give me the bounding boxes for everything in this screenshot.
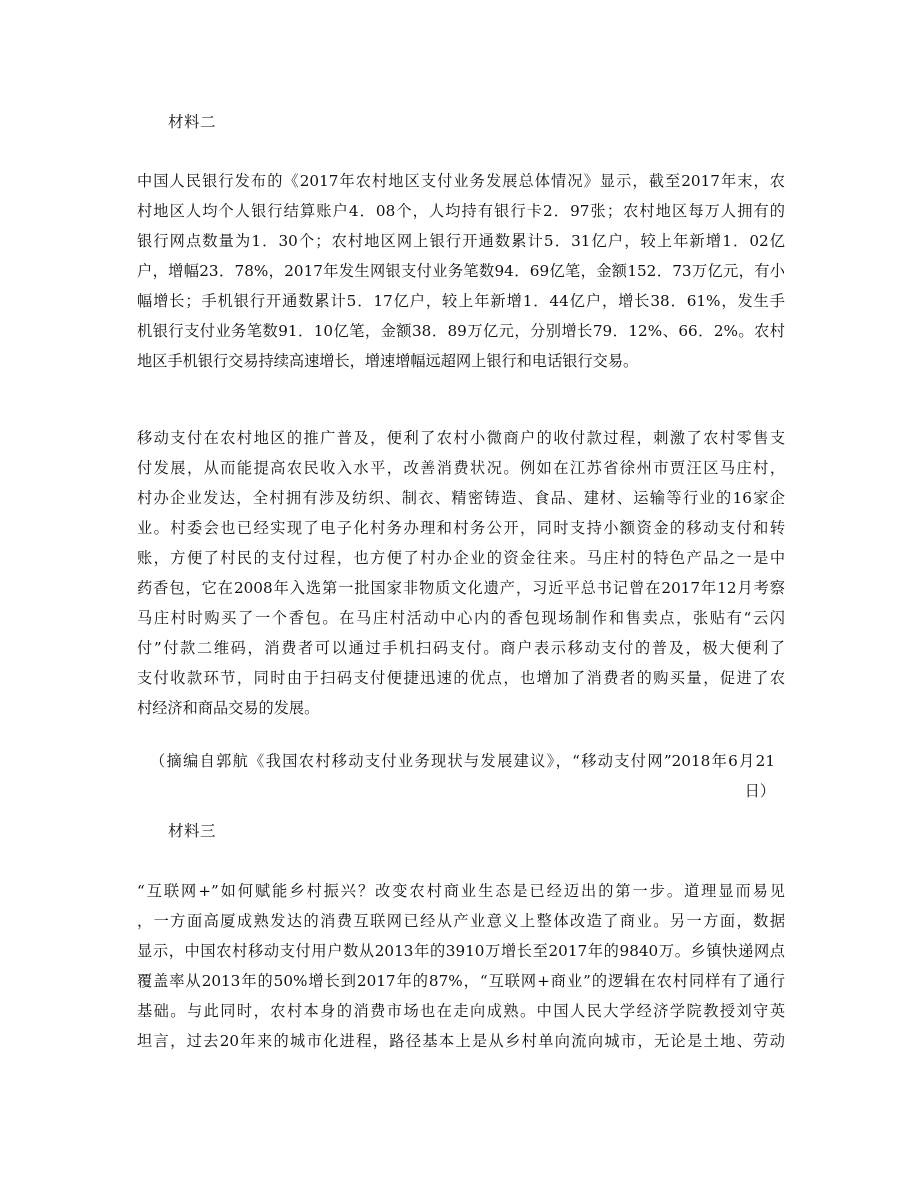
text-line: 户，增幅23．78%，2017年发生网银支付业务笔数94．69亿笔，金额152．73万亿元，有小 bbox=[137, 262, 785, 280]
text-line: 村地区人均个人银行结算账户4．08个，人均持有银行卡2．97张；农村地区每万人拥有的 bbox=[137, 202, 785, 220]
text-line: 支付收款环节，同时由于扫码支付便捷迅速的优点，也增加了消费者的购买量，促进了农 bbox=[137, 669, 785, 687]
text-line: 显示，中国农村移动支付用户数从2013年的3910万增长至2017年的9840万。乡镇快递网点 bbox=[137, 942, 785, 960]
text-line: 付发展，从而能提高农民收入水平，改善消费状况。例如在江苏省徐州市贾汪区马庄村， bbox=[137, 459, 785, 477]
text-line: 马庄村时购买了一个香包。在马庄村活动中心内的香包现场制作和售卖点，张贴有“云闪 bbox=[137, 609, 785, 627]
citation-line: （摘编自郭航《我国农村移动支付业务现状与发展建议》，“移动支付网”2018年6月21 bbox=[150, 752, 775, 770]
text-line: 银行网点数量为1．30个；农村地区网上银行开通数累计5．31亿户，较上年新增1．02亿 bbox=[137, 232, 785, 250]
text-line: 业。村委会也已经实现了电子化村务办理和村务公开，同时支持小额资金的移动支付和转 bbox=[137, 519, 785, 537]
paragraph-1 bbox=[137, 166, 785, 376]
material-2-heading: 材料二 bbox=[168, 113, 217, 131]
text-line: 幅增长；手机银行开通数累计5．17亿户，较上年新增1．44亿户，增长38．61%，发生手 bbox=[137, 292, 785, 310]
text-line: ，一方面高厦成熟发达的消费互联网已经从产业意义上整体改造了商业。另一方面，数据 bbox=[137, 912, 785, 930]
text-line: 村经济和商品交易的发展。 bbox=[137, 699, 320, 717]
text-line: 机银行支付业务笔数91．10亿笔，金额38．89万亿元，分别增长79．12%、66．2%。农村 bbox=[137, 322, 785, 340]
text-line: 基础。与此同时，农村本身的消费市场也在走向成熟。中国人民大学经济学院教授刘守英 bbox=[137, 1002, 785, 1020]
text-line: 坦言，过去20年来的城市化进程，路径基本上是从乡村单向流向城市，无论是土地、劳动 bbox=[137, 1032, 785, 1050]
text-line: 账，方便了村民的支付过程，也方便了村办企业的资金往来。马庄村的特色产品之一是中 bbox=[137, 549, 785, 567]
text-line: 付”付款二维码，消费者可以通过手机扫码支付。商户表示移动支付的普及，极大便利了 bbox=[137, 639, 785, 657]
text-line: 中国人民银行发布的《2017年农村地区支付业务发展总体情况》显示，截至2017年末，农 bbox=[137, 172, 785, 190]
text-line: 移动支付在农村地区的推广普及，便利了农村小微商户的收付款过程，刺激了农村零售支 bbox=[137, 429, 785, 447]
text-line: “互联网+”如何赋能乡村振兴？改变农村商业生态是已经迈出的第一步。道理显而易见 bbox=[137, 882, 785, 900]
text-line: 地区手机银行交易持续高速增长，增速增幅远超网上银行和电话银行交易。 bbox=[137, 352, 639, 370]
paragraph-3 bbox=[137, 876, 785, 1056]
citation-line: 日） bbox=[744, 782, 775, 800]
text-line: 覆盖率从2013年的50%增长到2017年的87%，“互联网+商业”的逻辑在农村同样有了通行 bbox=[137, 972, 785, 990]
paragraph-2 bbox=[137, 423, 785, 723]
material-3-heading: 材料三 bbox=[168, 822, 217, 840]
source-citation bbox=[150, 746, 775, 806]
text-line: 药香包，它在2008年入选第一批国家非物质文化遗产，习近平总书记曾在2017年12月考察 bbox=[137, 579, 785, 597]
text-line: 村办企业发达，全村拥有涉及纺织、制衣、精密铸造、食品、建材、运输等行业的16家企 bbox=[137, 489, 785, 507]
